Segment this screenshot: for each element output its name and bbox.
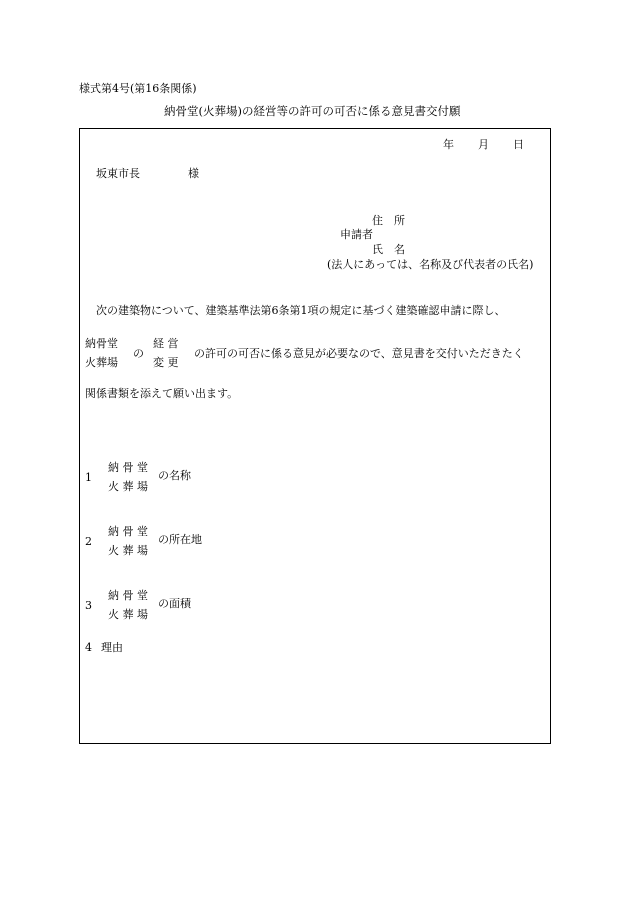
operation-henko: 変 更 [153,356,179,369]
item-2-facility-bottom: 火 葬 場 [108,544,148,557]
facility-nokotsudo: 納骨堂 [85,337,118,350]
item-3-facility-stack [108,590,148,620]
operation-type-stack [153,338,179,368]
item-3-facility-bottom: 火 葬 場 [108,608,148,621]
applicant-name-label: 氏 名 [372,243,405,256]
body-line-1: 次の建築物について、建築基準法第6条第1項の規定に基づく建築確認申請に際し、 [96,304,506,317]
applicant-corporate-note: (法人にあっては、名称及び代表者の氏名) [327,258,534,271]
item-1-label: の名称 [158,469,191,482]
item-3-facility-top: 納 骨 堂 [108,589,148,602]
body-line-2: の許可の可否に係る意見が必要なので、意見書を交付いただきたく [194,347,524,360]
item-4-number: 4 [85,641,92,654]
item-1-facility-top: 納 骨 堂 [108,461,148,474]
facility-kasoba: 火葬場 [85,356,118,369]
applicant-address-label: 住 所 [372,214,405,227]
item-1-facility-bottom: 火 葬 場 [108,480,148,493]
item-1-facility-stack [108,462,148,492]
date-year-label: 年 [443,138,454,151]
operation-keiei: 経 営 [153,337,179,350]
item-3-label: の面積 [158,597,191,610]
item-2-facility-top: 納 骨 堂 [108,525,148,538]
item-3-number: 3 [85,599,92,612]
item-2-facility-stack [108,526,148,556]
applicant-role-label: 申請者 [340,228,373,241]
form-frame [79,128,551,744]
date-month-label: 月 [478,138,489,151]
date-day-label: 日 [513,138,524,151]
form-number: 様式第4号(第16条関係) [79,82,197,95]
item-1-number: 1 [85,471,92,484]
facility-type-stack [85,338,118,368]
addressee-honorific: 様 [188,167,199,180]
page-title: 納骨堂(火葬場)の経営等の許可の可否に係る意見書交付願 [164,104,461,118]
addressee-name: 坂東市長 [96,167,140,180]
item-4-label: 理由 [101,641,123,654]
item-2-label: の所在地 [158,533,202,546]
particle-no: の [133,347,144,360]
body-line-3: 関係書類を添えて願い出ます。 [85,387,239,400]
item-2-number: 2 [85,535,92,548]
